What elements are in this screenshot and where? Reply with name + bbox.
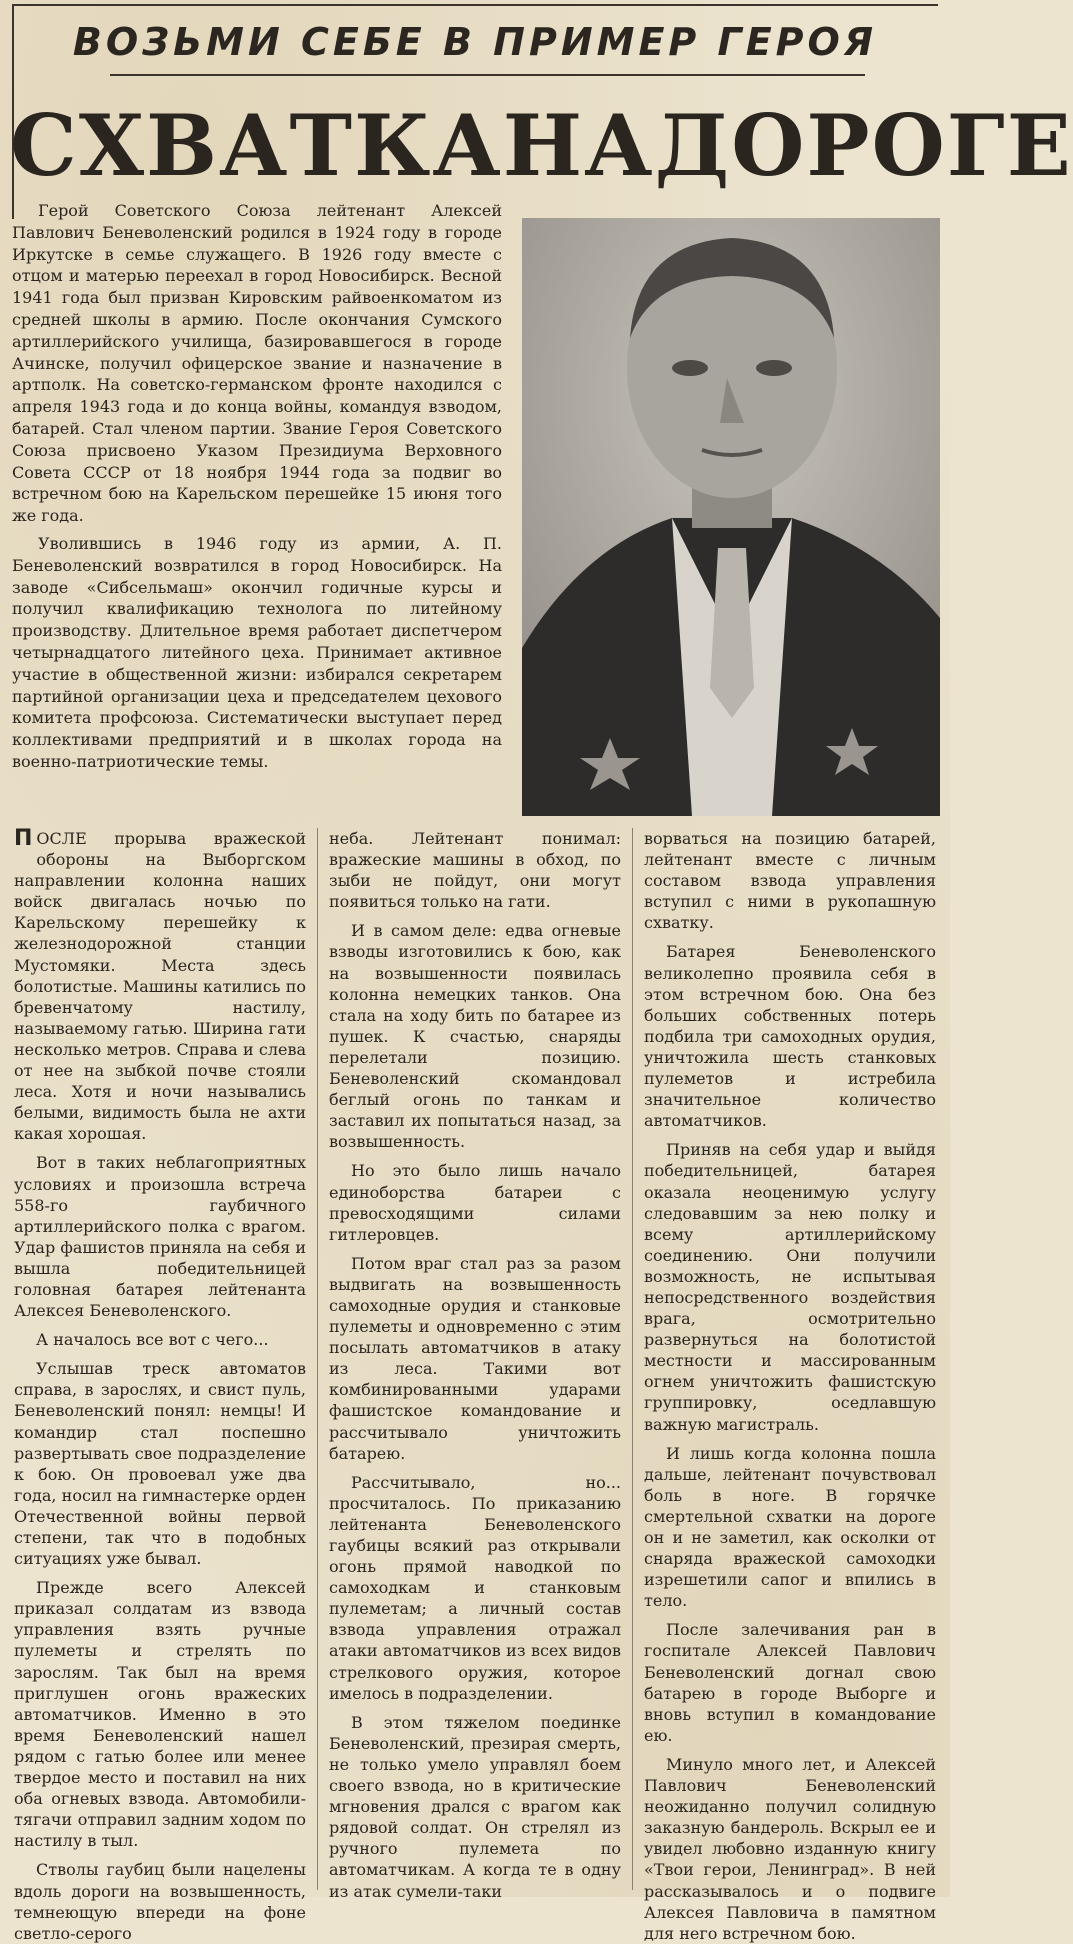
column-paragraph: Потом враг стал раз за разом выдвигать на возвышенность самоходные орудия и станковые пулеметы и одновременно с этим посылать автоматчиков в атаку из леса. Такими вот комбинированными ударами фашистское командование и рассчитывало уничтожить батарею. bbox=[329, 1253, 621, 1463]
intro-biography bbox=[12, 200, 502, 779]
column-divider bbox=[632, 828, 633, 1890]
intro-paragraph: Уволившись в 1946 году из армии, А. П. Беневоленский возвратился в город Новосибирск. На заводе «Сибсельмаш» окончил годичные курсы и получил квалификацию технолога по литейному производству. Длительное время работает диспетчером четырнадцатого литейного цеха. Принимает активное участие в общественной жизни: избирался секретарем партийной организации цеха и председателем цехового комитета профсоюза. Систематически выступает перед коллективами предприятий и в школах города на военно-патриотические темы. bbox=[12, 533, 502, 771]
intro-paragraph: Герой Советского Союза лейтенант Алексей Павлович Беневоленский родился в 1924 году в городе Иркутске в семье служащего. В 1926 году вместе с отцом и матерью переехал в город Новосибирск. Весной 1941 года был призван Кировским райвоенкоматом из средней школы в армию. После окончания Сумского артиллерийского училища, базировавшегося в городе Ачинске, получил офицерское звание и назначение в артполк. На советско-германском фронте находился с апреля 1943 года и до конца войны, командуя взводом, батарей. Стал членом партии. Звание Героя Советского Союза присвоено Указом Президиума Верховного Совета СССР от 18 ноября 1944 года за подвиг во встречном бою на Карельском перешейке 15 июня того же года. bbox=[12, 201, 502, 526]
drop-cap: П bbox=[14, 826, 33, 851]
column-paragraph: И в самом деле: едва огневые взводы изготовились к бою, как на возвышенности появилась колонна немецких танков. Она стала на ходу бить по батарее из пушек. К счастью, снаряды перелетали позицию. Беневоленский скомандовал беглый огонь по танкам и заставил их попытаться назад, за возвышенность. bbox=[329, 921, 621, 1152]
column-paragraph: В этом тяжелом поединке Беневоленский, презирая смерть, не только умело управлял боем своего взвода, но в критические мгновения дрался с врагом как рядовой солдат. Он стрелял из ручного пулемета по автоматчикам. А когда те в одну из атак сумели-таки bbox=[329, 1712, 621, 1901]
column-paragraph: ворваться на позицию батарей, лейтенант вместе с личным составом взвода управления вступил с ними в рукопашную схватку. bbox=[644, 829, 936, 933]
headline bbox=[10, 96, 1073, 196]
article-column-1 bbox=[14, 826, 306, 1943]
column-paragraph: неба. Лейтенант понимал: вражеские машины в обход, по зыби не пойдут, они могут появиться только на гати. bbox=[329, 829, 621, 912]
rubric-rule bbox=[110, 74, 865, 76]
column-paragraph: Услышав треск автоматов справа, в зарослях, и свист пуль, Беневоленский понял: немцы! И командир стал поспешно развертывать свое подразделение к бою. Он провоевал уже два года, носил на гимнастерке орден Отечественной войны первой степени, так что в подобных ситуациях уже бывал. bbox=[14, 1359, 306, 1569]
headline-word-2: НА bbox=[502, 96, 655, 195]
column-paragraph: Но это было лишь начало единоборства батареи с превосходящими силами гитлеровцев. bbox=[329, 1161, 621, 1244]
column-paragraph bbox=[14, 828, 306, 1144]
article-columns bbox=[14, 826, 936, 1943]
paragraph-text: ОСЛЕ прорыва вражеской обороны на Выборгском направлении колонна наших войск двигалась ночью по Карельскому перешейку к железнодорожной станции Мустомяки. Места здесь болотистые. Машины катились по бревенчатому настилу, называемому гатью. Ширина гати несколько метров. Справа и слева от нее на зыбкой почве стояли леса. Хотя и ночи назывались белыми, видимость была не ахти какая хорошая. bbox=[14, 829, 306, 1144]
column-paragraph: Вот в таких неблагоприятных условиях и произошла встреча 558-го гаубичного артиллерийского полка с врагом. Удар фашистов приняла на себя и вышла победительницей головная батарея лейтенанта Алексея Беневоленского. bbox=[14, 1153, 306, 1321]
top-border bbox=[12, 4, 938, 6]
headline-word-1: СХВАТКА bbox=[10, 96, 503, 195]
column-paragraph: Стволы гаубиц были нацелены вдоль дороги на возвышенность, темнеющую впереди на фоне светло-серого bbox=[14, 1860, 306, 1943]
rubric: ВОЗЬМИ СЕБЕ В ПРИМЕР ГЕРОЯ bbox=[72, 20, 878, 64]
column-paragraph: Прежде всего Алексей приказал солдатам из взвода управления взять ручные пулеметы и стрелять по зарослям. Так был на время приглушен огонь вражеских автоматчиков. Именно в это время Беневоленский нашел рядом с гатью более или менее твердое место и поставил на них оба огневых взвода. Автомобили-тягачи отправил задним ходом по настилу в тыл. bbox=[14, 1578, 306, 1851]
column-paragraph: После залечивания ран в госпитале Алексей Павлович Беневоленский догнал свою батарею в городе Выборге и вновь вступил в командование ею. bbox=[644, 1620, 936, 1745]
column-paragraph: Батарея Беневоленского великолепно проявила себя в этом встречном бою. Она без больших собственных потерь подбила три самоходных орудия, уничтожила шесть станковых пулеметов и истребила значительное количество автоматчиков. bbox=[644, 942, 936, 1131]
portrait-illustration bbox=[522, 218, 940, 816]
article-column-2 bbox=[329, 828, 621, 1901]
column-paragraph: Приняв на себя удар и выйдя победительницей, батарея оказала неоценимую услугу следовавшим за нею полку и всему артиллерийскому соединению. Они получили возможность, не испытывая непосредственного воздействия врага, осмотрительно развернуться на болотистой местности и массированным огнем уничтожить фашистскую группировку, оседлавшую важную магистраль. bbox=[644, 1140, 936, 1434]
headline-word-3: ДОРОГЕ bbox=[654, 96, 1073, 195]
column-paragraph: Рассчитывало, но... просчиталось. По приказанию лейтенанта Беневоленского гаубицы всякий раз открывали огонь прямой наводкой по самоходкам и станковым пулеметам; а личный состав взвода управления отражал атаки автоматчиков из всех видов стрелкового оружия, которое имелось в подразделении. bbox=[329, 1472, 621, 1703]
article-column-3 bbox=[644, 828, 936, 1943]
column-paragraph: И лишь когда колонна пошла дальше, лейтенант почувствовал боль в ноге. В горячке смертельной схватки на дороге он и не заметил, как осколки от снаряда вражеской самоходки изрешетили сапог и впились в тело. bbox=[644, 1443, 936, 1611]
hero-portrait-photo bbox=[522, 218, 940, 816]
column-divider bbox=[317, 828, 318, 1890]
column-paragraph: Минуло много лет, и Алексей Павлович Беневоленский неожиданно получил солидную заказную бандероль. Вскрыл ее и увидел любовно изданную книгу «Твои герои, Ленинград». В ней рассказывалось и о подвиге Алексея Павловича в памятном для него встречном бою. bbox=[644, 1754, 936, 1943]
column-paragraph: А началось все вот с чего... bbox=[36, 1330, 269, 1350]
